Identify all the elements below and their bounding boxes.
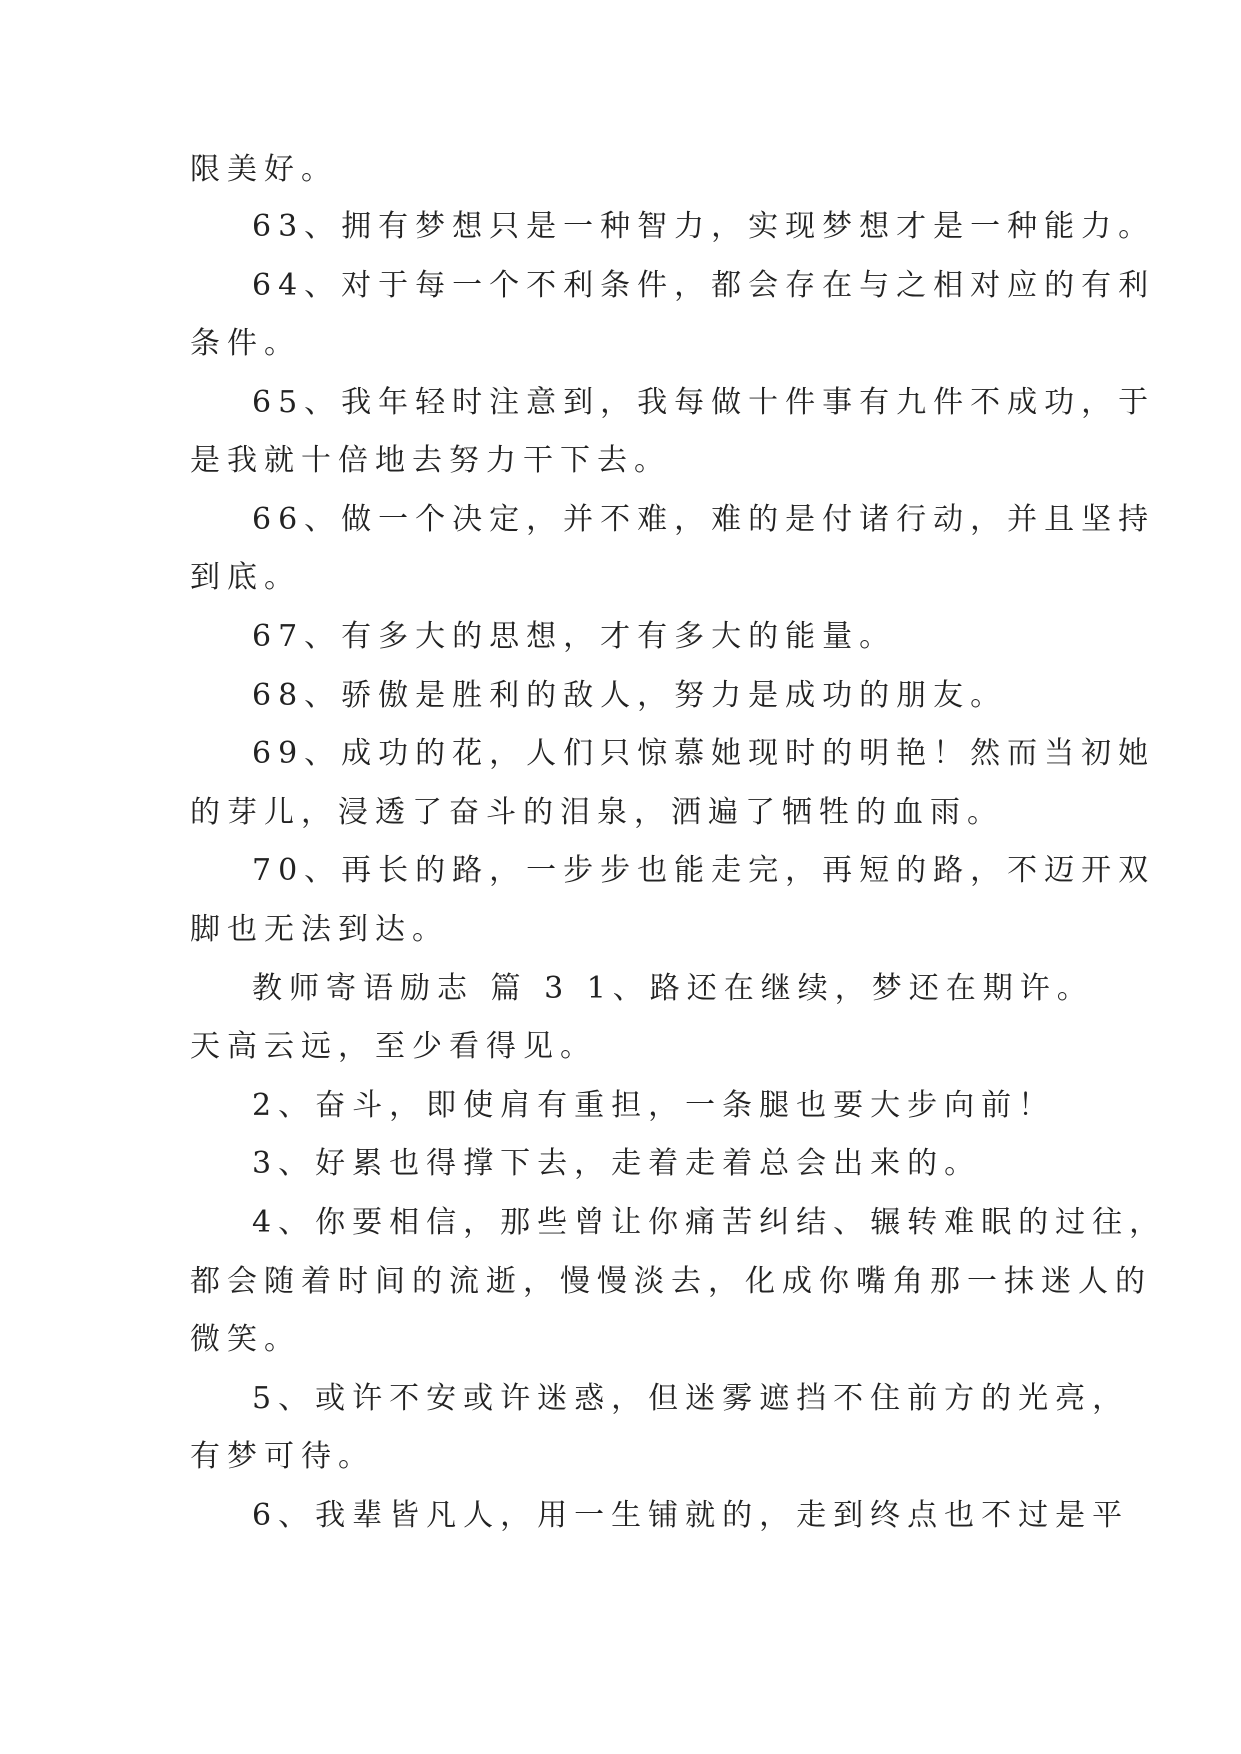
text-line: 65、我年轻时注意到，我每做十件事有九件不成功，于 [252, 385, 1156, 420]
text-line: 天高云远，至少看得见。 [190, 1029, 597, 1064]
section-heading-line: 教师寄语励志 篇 3 1、路还在继续，梦还在期许。 [252, 971, 1094, 1006]
text-line: 67、有多大的思想，才有多大的能量。 [252, 619, 897, 654]
text-line: 66、做一个决定，并不难，难的是付诸行动，并且坚持 [252, 502, 1156, 537]
text-line: 3、好累也得撑下去，走着走着总会出来的。 [252, 1146, 982, 1181]
text-line: 是我就十倍地去努力干下去。 [190, 443, 671, 478]
text-line: 微笑。 [190, 1322, 301, 1357]
text-line: 条件。 [190, 326, 301, 361]
text-line: 64、对于每一个不利条件，都会存在与之相对应的有利 [252, 268, 1156, 303]
text-line: 69、成功的花，人们只惊慕她现时的明艳！然而当初她 [252, 736, 1156, 771]
text-line: 6、我辈皆凡人，用一生铺就的，走到终点也不过是平 [252, 1498, 1130, 1533]
text-line: 脚也无法到达。 [190, 912, 449, 947]
text-line: 2、奋斗，即使肩有重担，一条腿也要大步向前！ [252, 1088, 1056, 1123]
text-line: 的芽儿，浸透了奋斗的泪泉，洒遍了牺牲的血雨。 [190, 795, 1004, 830]
text-line: 68、骄傲是胜利的敌人，努力是成功的朋友。 [252, 678, 1008, 713]
text-line: 5、或许不安或许迷惑，但迷雾遮挡不住前方的光亮， [252, 1381, 1130, 1416]
text-line: 到底。 [190, 560, 301, 595]
text-line: 限美好。 [190, 152, 338, 187]
text-line: 70、再长的路，一步步也能走完，再短的路，不迈开双 [252, 853, 1156, 888]
text-line: 63、拥有梦想只是一种智力，实现梦想才是一种能力。 [252, 209, 1156, 244]
text-line: 有梦可待。 [190, 1439, 375, 1474]
text-line: 4、你要相信，那些曾让你痛苦纠结、辗转难眠的过往， [252, 1205, 1167, 1240]
text-line: 都会随着时间的流逝，慢慢淡去，化成你嘴角那一抹迷人的 [190, 1264, 1152, 1299]
